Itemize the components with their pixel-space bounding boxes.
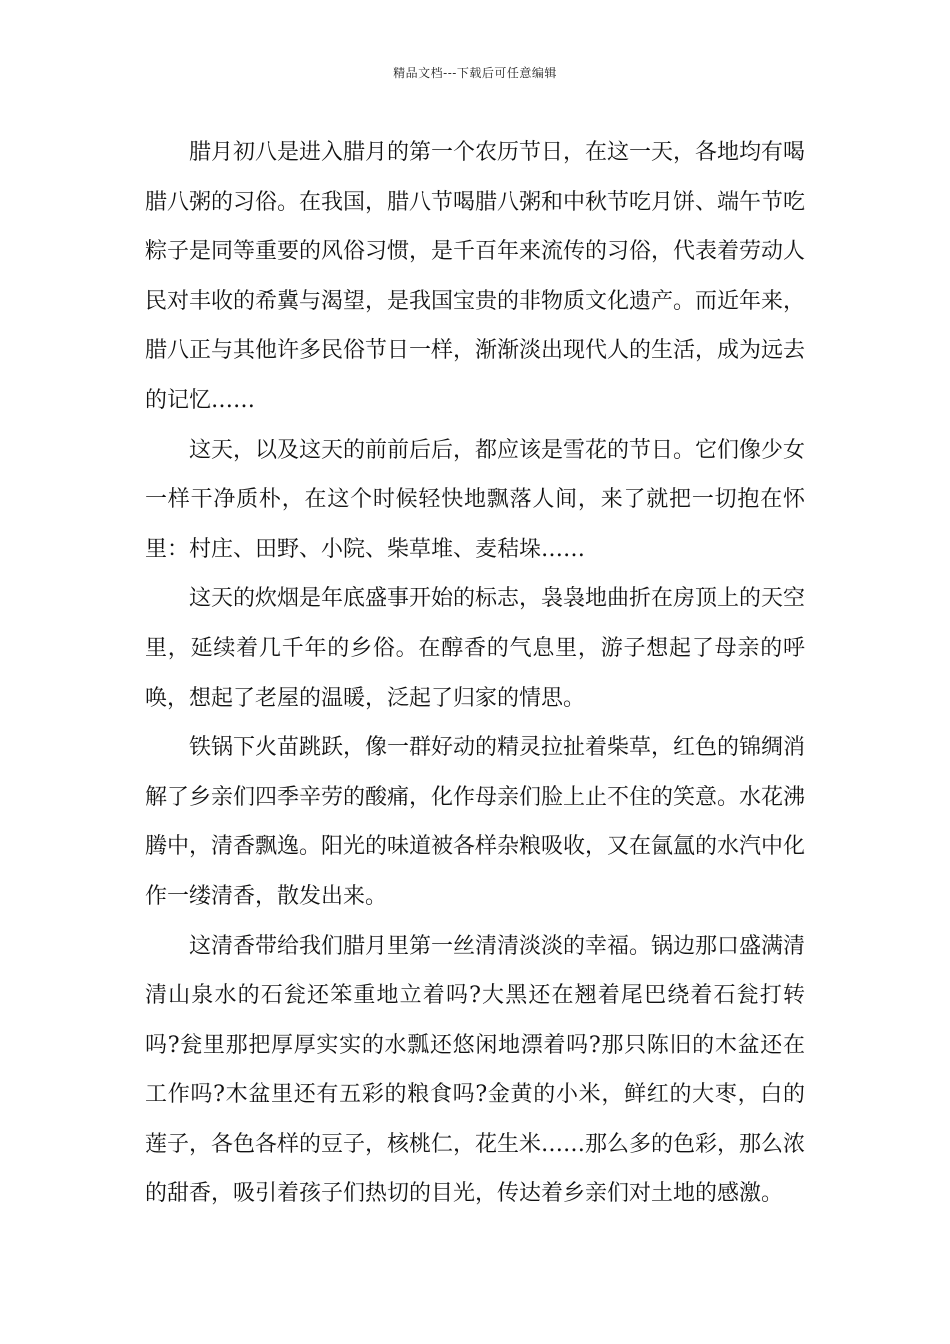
paragraph-3: 这天的炊烟是年底盛事开始的标志，袅袅地曲折在房顶上的天空里，延续着几千年的乡俗。在醇香的气息里，游子想起了母亲的呼唤，想起了老屋的温暖，泛起了归家的情思。: [145, 586, 806, 711]
page-header: 精品文档---下载后可任意编辑: [393, 66, 557, 80]
paragraph-1: 腊月初八是进入腊月的第一个农历节日，在这一天，各地均有喝腊八粥的习俗。在我国，腊八节喝腊八粥和中秋节吃月饼、端午节吃粽子是同等重要的风俗习惯，是千百年来流传的习俗，代表着劳动人民对丰收的希冀与渴望，是我国宝贵的非物质文化遗产。而近年来，腊八正与其他许多民俗节日一样，渐渐淡出现代人的生活，成为远去的记忆……: [145, 140, 806, 413]
paragraph-2: 这天，以及这天的前前后后，都应该是雪花的节日。它们像少女一样干净质朴，在这个时候轻快地飘落人间，来了就把一切抱在怀里：村庄、田野、小院、柴草堆、麦秸垛……: [145, 437, 806, 562]
document-body: [145, 128, 805, 1219]
paragraph-5: 这清香带给我们腊月里第一丝清清淡淡的幸福。锅边那口盛满清清山泉水的石瓮还笨重地立着吗?大黑还在翘着尾巴绕着石瓮打转吗?瓮里那把厚厚实实的水瓢还悠闲地漂着吗?那只陈旧的木盆还在工作吗?木盆里还有五彩的粮食吗?金黄的小米，鲜红的大枣，白的莲子，各色各样的豆子，核桃仁，花生米……那么多的色彩，那么浓的甜香，吸引着孩子们热切的目光，传达着乡亲们对土地的感激。: [145, 933, 806, 1207]
paragraph-4: 铁锅下火苗跳跃，像一群好动的精灵拉扯着柴草，红色的锦绸消解了乡亲们四季辛劳的酸痛，化作母亲们脸上止不住的笑意。水花沸腾中，清香飘逸。阳光的味道被各样杂粮吸收，又在氤氲的水汽中化作一缕清香，散发出来。: [145, 735, 806, 909]
